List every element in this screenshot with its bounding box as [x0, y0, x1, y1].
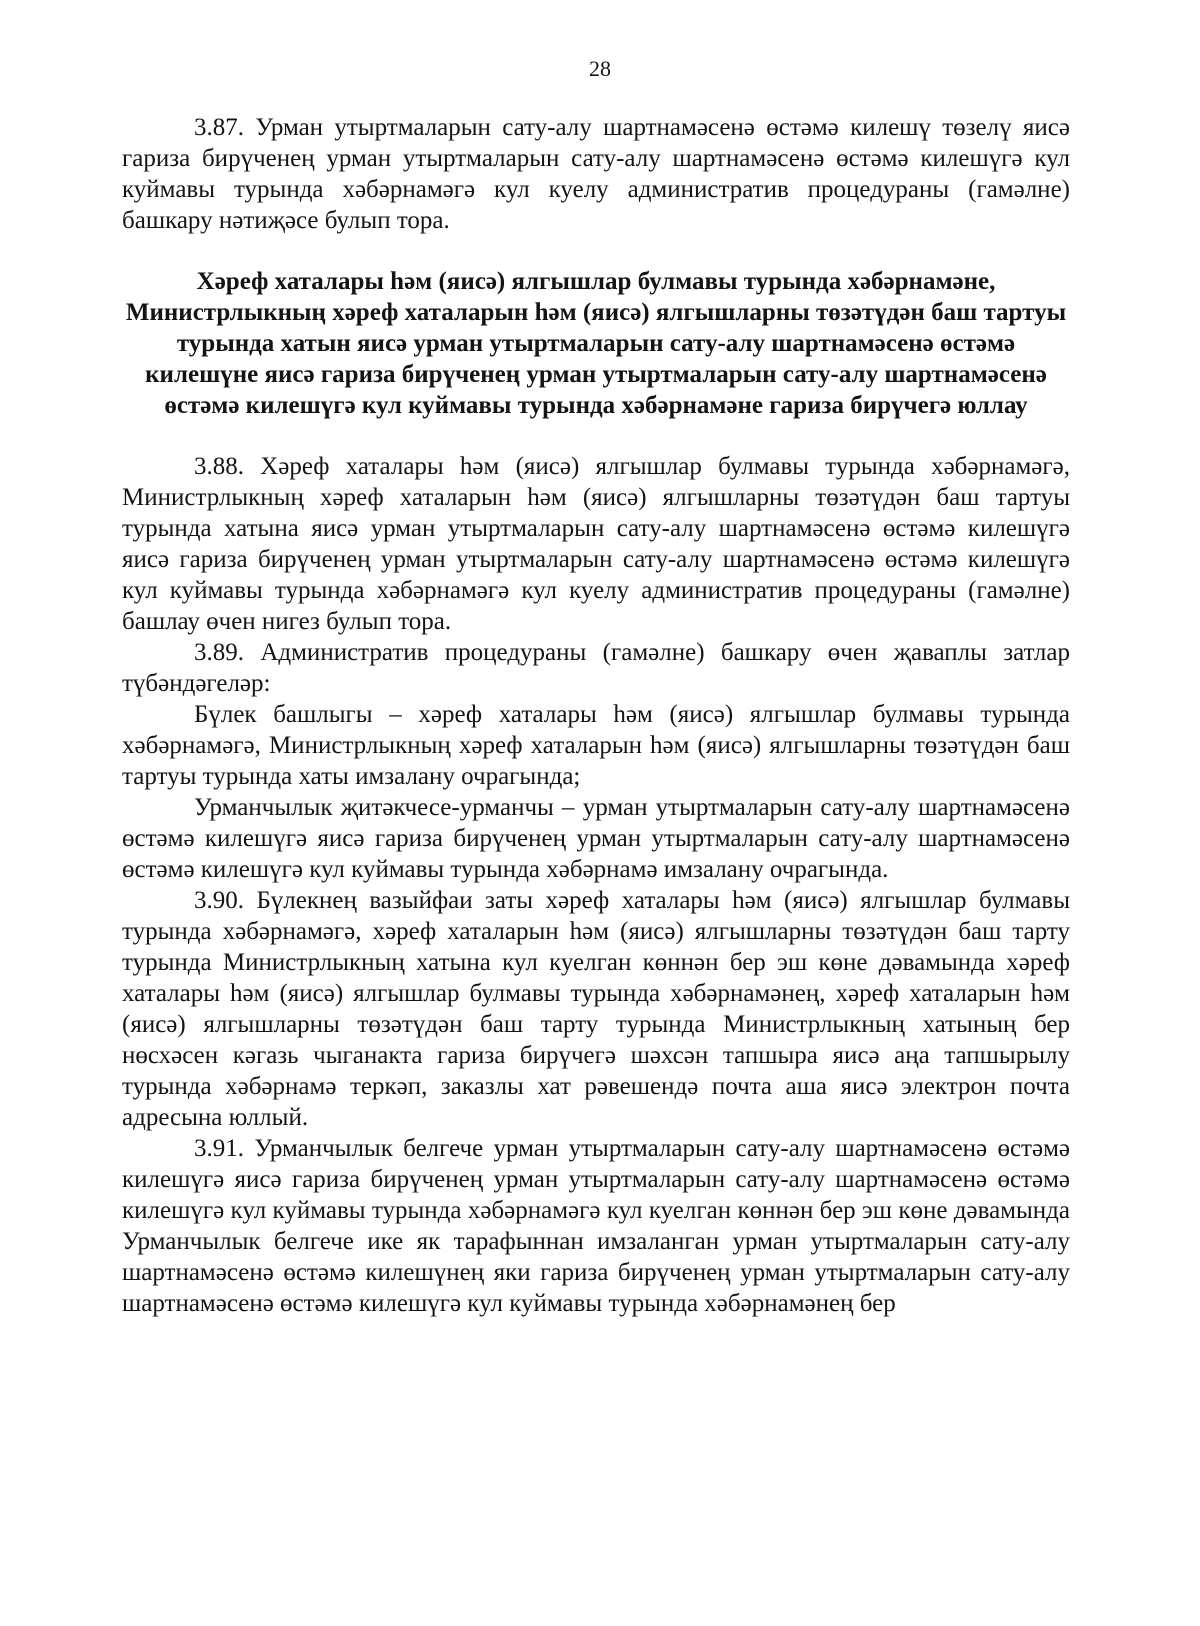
paragraph-3-88: 3.88. Хәреф хаталары һәм (яисә) ялгышлар булмавы турында хәбәрнамәгә, Министрлыкның хәреф хаталарын һәм (яисә) ялгышларны төзәтүдән баш тартуы турында хатына яисә урман утыртмаларын сату-алу шартнамәсенә өстәмә килешүгә яисә гариза бирүченең урман утыртмаларын сату-алу шартнамәсенә өстәмә килешүгә кул куймавы турында хәбәрнамәгә кул куелу административ процедураны (гамәлне) башлау өчен нигез булып тора. — [122, 453, 1070, 635]
paragraph-department-head: Бүлек башлыгы – хәреф хаталары һәм (яисә) ялгышлар булмавы турында хәбәрнамәгә, Министрлыкның хәреф хаталарын һәм (яисә) ялгышларны төзәтүдән баш тартуы турында хаты имзалану очрагында; — [122, 701, 1070, 790]
paragraph-3-87: 3.87. Урман утыртмаларын сату-алу шартнамәсенә өстәмә килешү төзелү яисә гариза бирүченең урман утыртмаларын сату-алу шартнамәсенә өстәмә килешүгә кул куймавы турында хәбәрнамәгә кул куелу административ процедураны (гамәлне) башкару нәтиҗәсе булып тора. — [122, 114, 1070, 234]
page-number: 28 — [589, 56, 611, 81]
paragraph-3-89: 3.89. Административ процедураны (гамәлне) башкару өчен җаваплы затлар түбәндәгеләр: — [122, 639, 1070, 697]
section-heading: Хәреф хаталары һәм (яисә) ялгышлар булмавы турында хәбәрнамәне, Министрлыкның хәреф хаталарын һәм (яисә) ялгышларны төзәтүдән баш тартуы турында хатын яисә урман утыртмаларын сату-алу шартнамәсенә өстәмә килешүне яисә гариза бирүченең урман утыртмаларын сату-алу шартнамәсенә өстәмә килешүгә кул куймавы турында хәбәрнамәне гариза бирүчегә юллау — [125, 268, 1067, 419]
paragraph-3-91: 3.91. Урманчылык белгече урман утыртмаларын сату-алу шартнамәсенә өстәмә килешүгә яисә гариза бирүченең урман утыртмаларын сату-алу шартнамәсенә өстәмә килешүгә кул куймавы турында хәбәрнамәгә кул куелган көннән бер эш көне дәвамында Урманчылык белгече ике як тарафыннан имзаланган урман утыртмаларын сату-алу шартнамәсенә өстәмә килешүнең яки гариза бирүченең урман утыртмаларын сату-алу шартнамәсенә өстәмә килешүгә кул куймавы турында хәбәрнамәнең бер — [122, 1135, 1070, 1317]
paragraph-3-90: 3.90. Бүлекнең вазыйфаи заты хәреф хаталары һәм (яисә) ялгышлар булмавы турында хәбәрнамәгә, хәреф хаталарын һәм (яисә) ялгышларны төзәтүдән баш тарту турында Министрлыкның хатына кул куелган көннән бер эш көне дәвамында хәреф хаталары һәм (яисә) ялгышлар булмавы турында хәбәрнамәнең, хәреф хаталарын һәм (яисә) ялгышларны төзәтүдән баш тарту турында Министрлыкның хатының бер нөсхәсен кәгазь чыганакта гариза бирүчегә шәхсән тапшыра яисә аңа тапшырылу турында хәбәрнамә теркәп, заказлы хат рәвешендә почта аша яисә электрон почта адресына юллый. — [122, 887, 1070, 1131]
document-body — [122, 112, 1070, 1319]
paragraph-forestry-head: Урманчылык җитәкчесе-урманчы – урман утыртмаларын сату-алу шартнамәсенә өстәмә килешүгә яисә гариза бирүченең урман утыртмаларын сату-алу шартнамәсенә өстәмә килешүгә кул куймавы турында хәбәрнамә имзалану очрагында. — [122, 794, 1070, 883]
